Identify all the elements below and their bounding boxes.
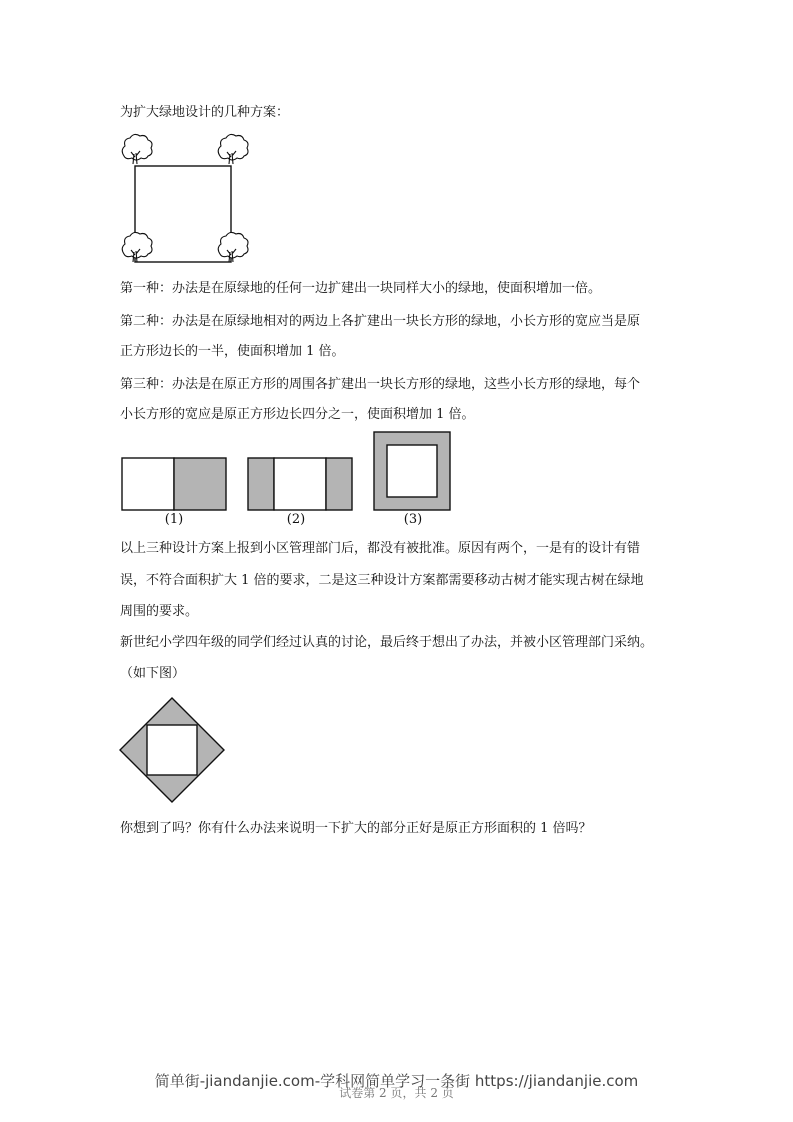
plan-2-label: (2) (286, 512, 306, 527)
analysis-line-3: 周围的要求。 (120, 604, 199, 619)
plan-1-label: (1) (164, 512, 184, 527)
method-3-line-2: 小长方形的宽应是原正方形边长四分之一，使面积增加 1 倍。 (120, 407, 475, 422)
plan-3-figure (374, 432, 450, 510)
plan-2-figure (248, 458, 352, 510)
page-number: 试卷第 2 页，共 2 页 (339, 1086, 454, 1100)
plan-2-left-extension (248, 458, 274, 510)
question-text: 你想到了吗？你有什么办法来说明一下扩大的部分正好是原正方形面积的 1 倍吗？ (120, 821, 592, 836)
analysis-line-5: （如下图） (120, 666, 186, 681)
diamond-solution-figure (120, 696, 230, 806)
plan-1-extension (174, 458, 226, 510)
method-3-line-1: 第三种：办法是在原正方形的周围各扩建出一块长方形的绿地，这些小长方形的绿地，每个 (120, 377, 641, 392)
plan-1-figure (122, 458, 226, 510)
tree-icon-bottom-left (122, 232, 152, 262)
plan-3-label: (3) (403, 512, 423, 527)
tree-icon-top-right (218, 134, 248, 164)
tree-icon-top-left (122, 134, 152, 164)
method-1: 第一种：办法是在原绿地的任何一边扩建出一块同样大小的绿地，使面积增加一倍。 (120, 281, 602, 296)
method-2-line-1: 第二种：办法是在原绿地相对的两边上各扩建出一块长方形的绿地，小长方形的宽应当是原 (120, 314, 641, 329)
analysis-line-2: 误，不符合面积扩大 1 倍的要求，二是这三种设计方案都需要移动古树才能实现古树在绿地 (120, 573, 644, 588)
method-2-line-2: 正方形边长的一半，使面积增加 1 倍。 (120, 344, 345, 359)
analysis-line-1: 以上三种设计方案上报到小区管理部门后，都没有被批准。原因有两个，一是有的设计有错 (120, 541, 641, 556)
plan-2-right-extension (326, 458, 352, 510)
plan-figures (118, 428, 458, 513)
inner-square (147, 725, 197, 775)
analysis-line-4: 新世纪小学四年级的同学们经过认真的讨论，最后终于想出了办法，并被小区管理部门采纳。 (120, 635, 654, 650)
watermark: 简单街-jiandanjie.com-学科网简单学习一条街 https://jiandanjie.com (154, 1072, 639, 1090)
tree-square-figure (118, 134, 258, 264)
intro-text: 为扩大绿地设计的几种方案： (120, 105, 290, 120)
tree-icon-bottom-right (218, 232, 248, 262)
